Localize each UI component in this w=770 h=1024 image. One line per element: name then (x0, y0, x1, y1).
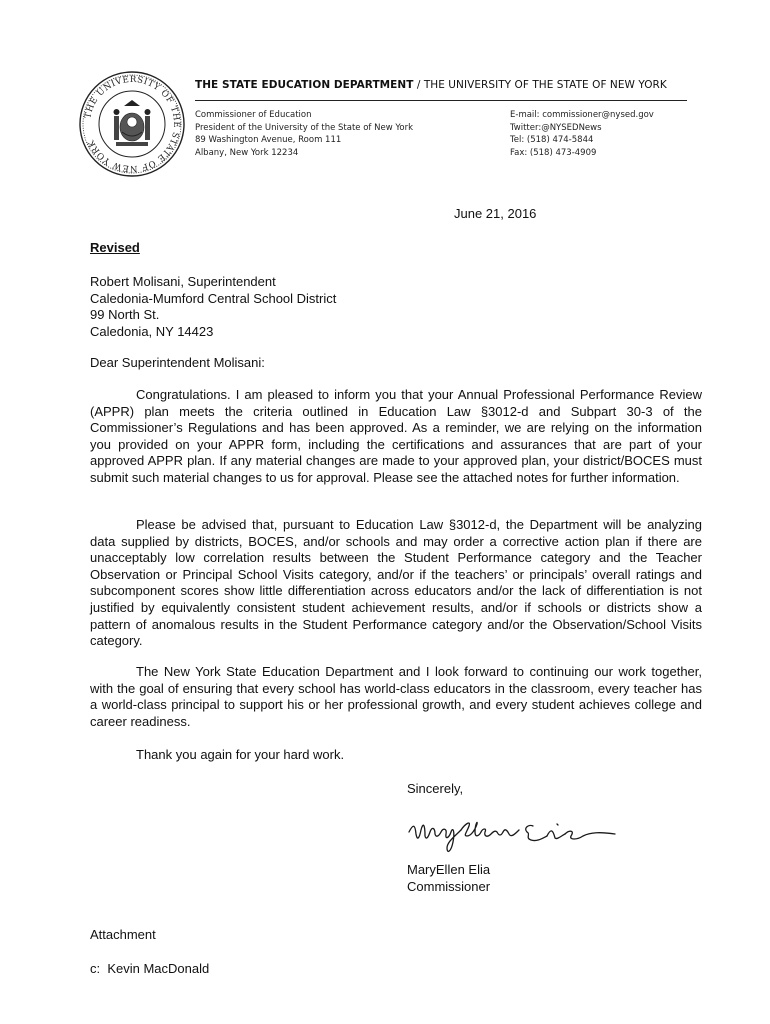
letterhead-divider (195, 100, 687, 101)
address-line: Caledonia-Mumford Central School District (90, 290, 337, 306)
recipient-address (90, 274, 336, 340)
revised-label: Revised (90, 240, 140, 255)
department-name: THE STATE EDUCATION DEPARTMENT (195, 79, 414, 91)
body-paragraph: Congratulations. I am pleased to inform you that your Annual Professional Performance Review (APPR) plan meets the criteria outlined in Education Law §3012-d and Subpart 30-3 of the Commissioner’s Regulations and has been approved. As a reminder, we are relying on the information you provided on your APPR form, including the certifications and assurances that are part of your approved APPR plan. If any material changes are made to your approved plan, your district/BOCES must submit such material changes to us for approval. Please see the attached notes for further information. (90, 387, 702, 485)
letter-date: June 21, 2016 (454, 206, 537, 221)
seal-outer-text: THE UNIVERSITY OF THE STATE OF NEW YORK (83, 74, 182, 174)
office-line: Albany, New York 12234 (195, 147, 299, 158)
signer-title: Commissioner (407, 878, 491, 894)
university-name: THE UNIVERSITY OF THE STATE OF NEW YORK (423, 79, 667, 91)
office-line: President of the University of the State of New York (195, 122, 414, 133)
contact-phone: Tel: (518) 474-5844 (510, 135, 594, 145)
closing: Sincerely, (407, 781, 464, 796)
contact-twitter: Twitter:@NYSEDNews (510, 122, 602, 133)
address-line: Robert Molisani, Superintendent (90, 274, 276, 289)
letterhead-separator: / (413, 79, 424, 91)
signer-block (407, 862, 490, 895)
body-paragraph: The New York State Education Department and I look forward to continuing our work together, with the goal of ensuring that every school has world-class educators in the classroom, every teacher has a world-class principal to support his or her professional growth, and every student achieves college and career readiness. (90, 664, 702, 729)
letterhead-contact-info (510, 109, 654, 159)
office-line: Commissioner of Education (195, 110, 312, 120)
address-line: Caledonia, NY 14423 (90, 323, 214, 339)
letterhead-office-info (195, 109, 413, 159)
letterhead-title (195, 79, 667, 91)
state-seal-icon (78, 70, 186, 178)
office-line: 89 Washington Avenue, Room 111 (195, 135, 342, 145)
salutation: Dear Superintendent Molisani: (90, 355, 265, 370)
signature-image (405, 810, 625, 860)
contact-fax: Fax: (518) 473-4909 (510, 147, 597, 158)
contact-email: E-mail: commissioner@nysed.gov (510, 110, 654, 120)
attachment-label: Attachment (90, 927, 156, 942)
signer-name: MaryEllen Elia (407, 862, 491, 877)
body-paragraph: Please be advised that, pursuant to Education Law §3012-d, the Department will be analyzing data supplied by districts, BOCES, and/or schools and may order a corrective action plan if there are unacceptably low correlation results between the Student Performance category and the Teacher Observation or Principal School Visits category, and/or if the teachers’ or principals’ overall ratings and subcomponent scores show little differentiation across educators and/or the lack of differentiation is not justified by equivalently consistent student achievement results, and/or if schools or districts show a pattern of anomalous results in the Student Performance category and/or the Observation/School Visits category. (90, 517, 702, 649)
address-line: 99 North St. (90, 307, 160, 323)
thanks-line: Thank you again for your hard work. (136, 747, 345, 762)
cc-line: c: Kevin MacDonald (90, 961, 210, 976)
